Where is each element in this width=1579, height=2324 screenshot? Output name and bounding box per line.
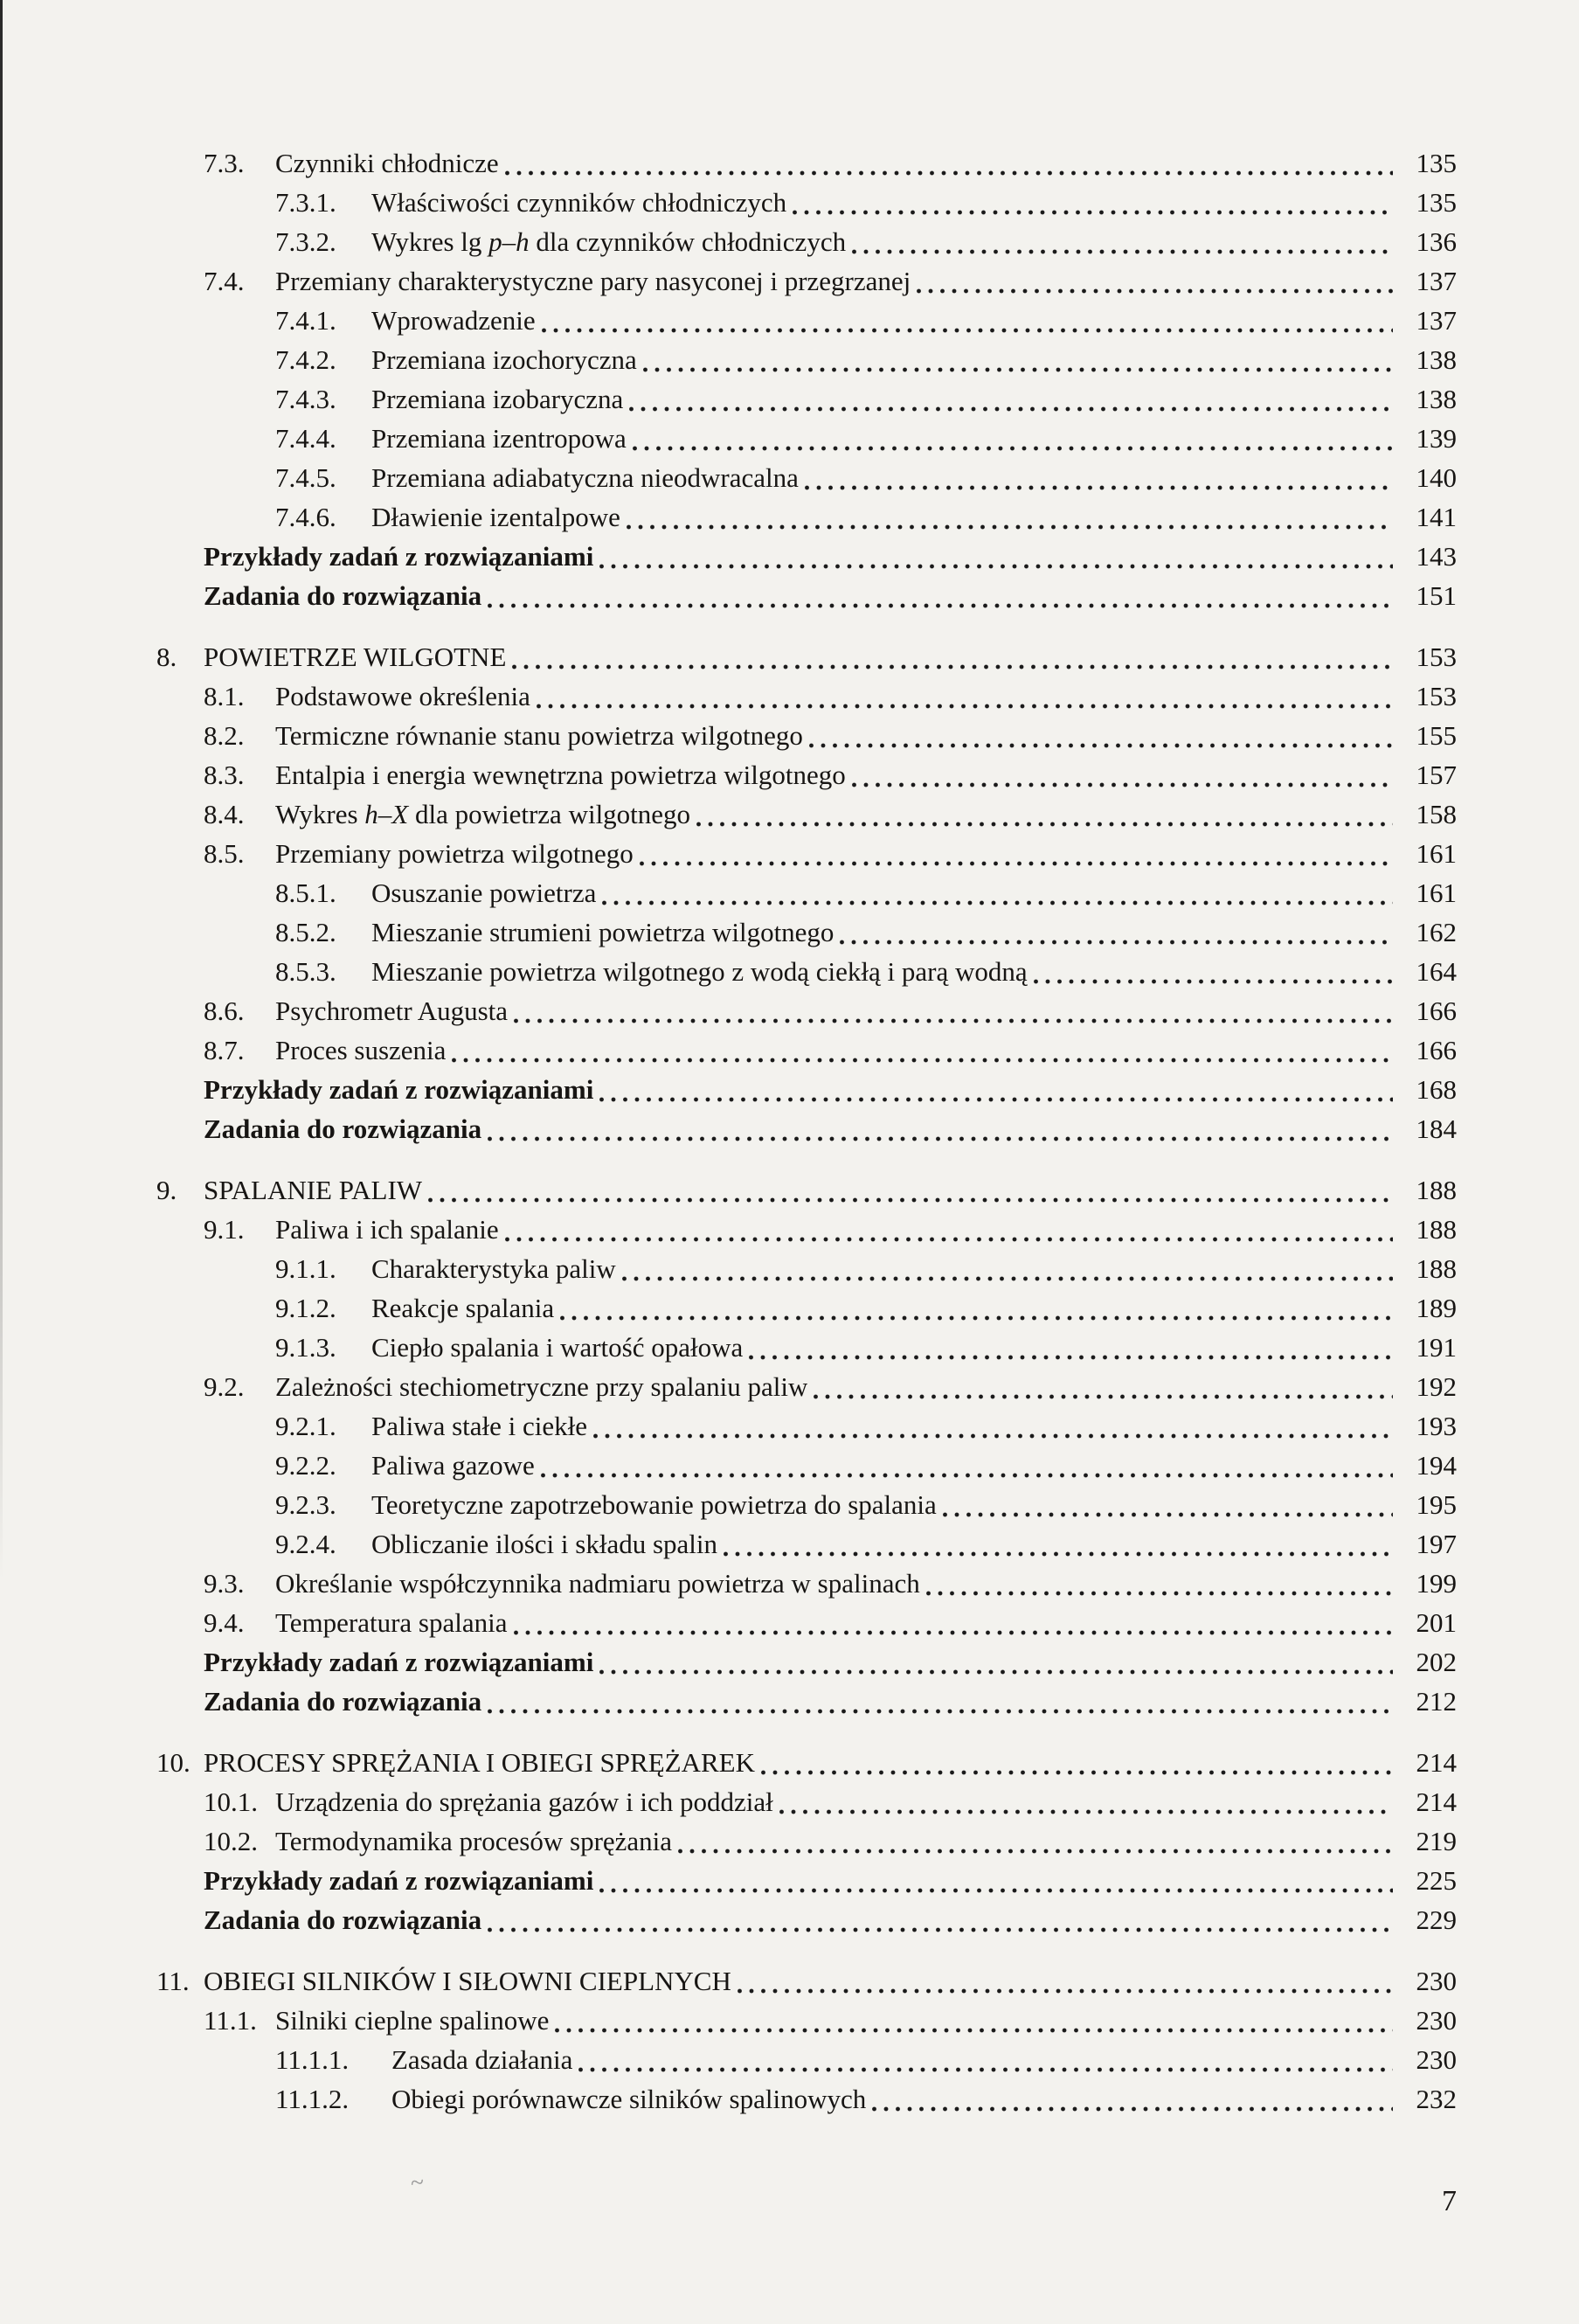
dot-leader — [560, 1288, 1401, 1328]
toc-entry-page: 153 — [1416, 642, 1457, 672]
dot-leader — [814, 1367, 1401, 1406]
toc-entry-title: PROCESY SPRĘŻANIA I OBIEGI SPRĘŻAREK — [204, 1747, 755, 1778]
dot-leader — [514, 991, 1401, 1030]
toc-entry-title-part: h–X — [364, 799, 409, 829]
toc-entry-title: Termiczne równanie stanu powietrza wilgotnego — [275, 720, 803, 751]
toc-entry-title: OBIEGI SILNIKÓW I SIŁOWNI CIEPLNYCH — [204, 1966, 731, 1996]
dot-leader — [599, 1642, 1401, 1682]
toc-entry — [275, 458, 1457, 497]
dot-leader — [542, 301, 1401, 340]
dot-leader — [428, 1170, 1401, 1210]
toc-entry-number: 7.4.6. — [275, 502, 336, 532]
toc-entry-number: 8.1. — [204, 681, 245, 711]
toc-entry — [156, 1961, 1457, 2001]
toc-entry-title: Mieszanie strumieni powietrza wilgotnego — [371, 917, 835, 947]
toc-entry — [204, 1210, 1457, 1249]
toc-entry-title: Przemiany powietrza wilgotnego — [275, 838, 634, 869]
toc-entry — [204, 991, 1457, 1030]
toc-entry — [204, 2001, 1457, 2040]
toc-entry-page: 194 — [1416, 1450, 1457, 1481]
toc-entry-page: 141 — [1416, 502, 1457, 532]
toc-entry — [275, 2040, 1457, 2079]
toc-entry-number: 9.2.3. — [275, 1489, 336, 1520]
toc-entry-title: Przykłady zadań z rozwiązaniami — [204, 1074, 594, 1105]
dot-leader — [488, 1109, 1401, 1148]
toc-entry-page: 162 — [1416, 917, 1457, 947]
toc-entry — [275, 379, 1457, 419]
toc-entry-number: 10.1. — [204, 1786, 258, 1817]
dot-leader — [505, 1210, 1401, 1249]
toc-entry — [275, 497, 1457, 537]
toc-entry-number: 7.3.1. — [275, 187, 336, 218]
toc-entry — [204, 1603, 1457, 1642]
dot-leader — [640, 834, 1401, 873]
toc-entry-page: 230 — [1416, 2005, 1457, 2036]
toc-entry-page: 137 — [1416, 266, 1457, 296]
toc-entry — [275, 1288, 1457, 1328]
toc-entry-page: 184 — [1416, 1113, 1457, 1144]
toc-entry-page: 192 — [1416, 1371, 1457, 1402]
toc-entry-page: 195 — [1416, 1489, 1457, 1520]
toc-entry-number: 8.2. — [204, 720, 245, 751]
toc-entry — [204, 1861, 1457, 1900]
toc-entry-title: Dławienie izentalpowe — [371, 502, 620, 532]
toc-entry-number: 7.4.4. — [275, 423, 336, 454]
toc-entry-number: 9.2.2. — [275, 1450, 336, 1481]
toc-entry-number: 9.1. — [204, 1214, 245, 1245]
toc-entry-number: 10. — [156, 1747, 190, 1778]
toc-entry-page: 225 — [1416, 1865, 1457, 1896]
toc-entry — [275, 301, 1457, 340]
dot-leader — [629, 379, 1401, 419]
dot-leader — [840, 912, 1401, 952]
toc-entry-title: Przykłady zadań z rozwiązaniami — [204, 1647, 594, 1677]
toc-entry-title: SPALANIE PALIW — [204, 1175, 423, 1205]
dot-leader — [724, 1524, 1401, 1564]
toc-entry-title: Obiegi porównawcze silników spalinowych — [391, 2084, 867, 2114]
toc-entry-page: 219 — [1416, 1826, 1457, 1856]
toc-entry — [204, 676, 1457, 716]
toc-entry — [204, 1900, 1457, 1939]
toc-entry — [204, 1642, 1457, 1682]
dot-leader — [943, 1485, 1401, 1524]
dot-leader — [541, 1446, 1401, 1485]
toc-entry-page: 214 — [1416, 1786, 1457, 1817]
toc-entry-title-part: Wykres lg — [371, 226, 489, 257]
toc-entry-number: 11.1.2. — [275, 2084, 350, 2114]
page-number: 7 — [1442, 2185, 1457, 2217]
toc-entry-page: 199 — [1416, 1568, 1457, 1599]
toc-entry-page: 143 — [1416, 541, 1457, 572]
toc-entry-title: Termodynamika procesów sprężania — [275, 1826, 673, 1856]
toc-entry-title: Przykłady zadań z rozwiązaniami — [204, 1865, 594, 1896]
toc-entry-title-part: Wykres — [275, 799, 365, 829]
toc-entry-page: 230 — [1416, 1966, 1457, 1996]
toc-entry-number: 9.2.4. — [275, 1529, 336, 1559]
toc-entry-number: 8.3. — [204, 760, 245, 790]
toc-entry-page: 161 — [1416, 838, 1457, 869]
toc-entry-number: 9.4. — [204, 1607, 245, 1638]
toc-entry-page: 135 — [1416, 148, 1457, 178]
toc-entry-number: 11. — [156, 1966, 190, 1996]
toc-entry — [204, 1367, 1457, 1406]
toc-entry-title: Przemiana izentropowa — [371, 423, 627, 454]
toc-entry-title: POWIETRZE WILGOTNE — [204, 642, 507, 672]
toc-entry — [275, 1328, 1457, 1367]
toc-entry-title: Reakcje spalania — [371, 1293, 555, 1323]
toc-entry-title: Urządzenia do sprężania gazów i ich poddział — [275, 1786, 773, 1817]
toc-entry-number: 8.6. — [204, 996, 245, 1026]
dot-leader — [678, 1821, 1401, 1861]
toc-entry-title: Charakterystyka paliw — [371, 1253, 616, 1284]
toc-entry-number: 7.3. — [204, 148, 245, 178]
toc-entry-title: Temperatura spalania — [275, 1607, 508, 1638]
toc-entry-title: Wprowadzenie — [371, 305, 536, 336]
toc-entry-title: Zadania do rozwiązania — [204, 1904, 482, 1935]
toc-entry-page: 188 — [1416, 1253, 1457, 1284]
dot-leader — [917, 261, 1401, 301]
dot-leader — [488, 1682, 1401, 1721]
toc-entry-title: Paliwa i ich spalanie — [275, 1214, 499, 1245]
toc-entry — [204, 1564, 1457, 1603]
toc-entry-title: Czynniki chłodnicze — [275, 148, 499, 178]
toc-entry-number: 9.2. — [204, 1371, 245, 1402]
toc-entry-title: Przemiana izobaryczna — [371, 384, 624, 414]
dot-leader — [622, 1249, 1401, 1288]
toc-entry-title: Proces suszenia — [275, 1035, 447, 1065]
toc-entry — [275, 912, 1457, 952]
toc-entry-title: Zależności stechiometryczne przy spalaniu paliw — [275, 1371, 808, 1402]
toc-entry-page: 161 — [1416, 878, 1457, 908]
toc-entry — [204, 143, 1457, 183]
toc-entry-page: 157 — [1416, 760, 1457, 790]
dot-leader — [593, 1406, 1401, 1446]
toc-entry-number: 7.4.5. — [275, 462, 336, 493]
dot-leader — [852, 222, 1401, 261]
toc-entry — [204, 576, 1457, 615]
toc-entry — [204, 794, 1457, 834]
toc-entry-page: 137 — [1416, 305, 1457, 336]
toc-entry-page: 166 — [1416, 996, 1457, 1026]
toc-entry-number: 8.5. — [204, 838, 245, 869]
dot-leader — [599, 537, 1401, 576]
dot-leader — [809, 716, 1401, 755]
toc-entry-page: 135 — [1416, 187, 1457, 218]
dot-leader — [1034, 952, 1401, 991]
toc-entry-page: 158 — [1416, 799, 1457, 829]
toc-entry-page: 232 — [1416, 2084, 1457, 2114]
toc-entry-page: 138 — [1416, 344, 1457, 375]
toc-entry-number: 11.1.1. — [275, 2044, 350, 2075]
toc-entry-number: 8.5.2. — [275, 917, 336, 947]
dot-leader — [633, 419, 1401, 458]
toc-entry — [156, 637, 1457, 676]
toc-entry — [275, 873, 1457, 912]
toc-entry-title: Przemiana izochoryczna — [371, 344, 637, 375]
toc-entry-title: Przemiana adiabatyczna nieodwracalna — [371, 462, 799, 493]
toc-entry-page: 155 — [1416, 720, 1457, 751]
dot-leader — [599, 1070, 1401, 1109]
toc-entry-number: 9. — [156, 1175, 177, 1205]
toc-entry-number: 7.4.1. — [275, 305, 336, 336]
toc-entry-page: 153 — [1416, 681, 1457, 711]
toc-entry-page: 166 — [1416, 1035, 1457, 1065]
toc-entry — [156, 1170, 1457, 1210]
dot-leader — [749, 1328, 1401, 1367]
toc-entry-title: Przemiany charakterystyczne pary nasyconej i przegrzanej — [275, 266, 911, 296]
toc-entry-page: 168 — [1416, 1074, 1457, 1105]
toc-entry-title: Zadania do rozwiązania — [204, 580, 482, 611]
toc-entry-number: 7.3.2. — [275, 226, 336, 257]
toc-entry-number: 10.2. — [204, 1826, 258, 1856]
toc-entry-number: 8.4. — [204, 799, 245, 829]
toc-entry-title: Właściwości czynników chłodniczych — [371, 187, 787, 218]
toc-entry — [275, 1406, 1457, 1446]
toc-entry-page: 230 — [1416, 2044, 1457, 2075]
dot-leader — [555, 2001, 1401, 2040]
toc-entry — [275, 952, 1457, 991]
toc-entry — [204, 1821, 1457, 1861]
toc-entry — [275, 1249, 1457, 1288]
toc-entry-title-part: dla czynników chłodniczych — [529, 226, 847, 257]
dot-leader — [643, 340, 1401, 379]
toc-entry-number: 7.4.2. — [275, 344, 336, 375]
toc-entry-title: Paliwa gazowe — [371, 1450, 535, 1481]
scan-noise-mark: ~ — [409, 2168, 426, 2197]
dot-leader — [926, 1564, 1401, 1603]
dot-leader — [696, 794, 1401, 834]
toc-entry — [275, 419, 1457, 458]
dot-leader — [793, 183, 1401, 222]
toc-entry-title: Zadania do rozwiązania — [204, 1686, 482, 1717]
toc-entry — [204, 261, 1457, 301]
toc-entry-page: 136 — [1416, 226, 1457, 257]
toc-entry — [275, 1446, 1457, 1485]
toc-entry-title: Psychrometr Augusta — [275, 996, 509, 1026]
toc-entry — [204, 1782, 1457, 1821]
toc-entry-page: 201 — [1416, 1607, 1457, 1638]
toc-entry — [275, 1485, 1457, 1524]
toc-entry-page: 229 — [1416, 1904, 1457, 1935]
toc-entry-page: 188 — [1416, 1175, 1457, 1205]
toc-entry — [204, 755, 1457, 794]
toc-entry-title: Podstawowe określenia — [275, 681, 530, 711]
toc-entry — [204, 1682, 1457, 1721]
dot-leader — [602, 873, 1401, 912]
toc-entry-title: Obliczanie ilości i składu spalin — [371, 1529, 718, 1559]
toc-entry-number: 7.4.3. — [275, 384, 336, 414]
toc-entry — [275, 340, 1457, 379]
dot-leader — [872, 2079, 1401, 2119]
toc-entry-page: 189 — [1416, 1293, 1457, 1323]
toc-entry-number: 9.1.1. — [275, 1253, 336, 1284]
dot-leader — [537, 676, 1401, 716]
dot-leader — [505, 143, 1401, 183]
toc-entry-title: Zasada działania — [391, 2044, 573, 2075]
toc-entry-title: Ciepło spalania i wartość opałowa — [371, 1332, 744, 1363]
toc-entry — [204, 1109, 1457, 1148]
toc-entry-number: 11.1. — [204, 2005, 257, 2036]
toc-entry-number: 8.5.3. — [275, 956, 336, 987]
dot-leader — [488, 1900, 1401, 1939]
toc-entry — [204, 1030, 1457, 1070]
toc-entry-page: 191 — [1416, 1332, 1457, 1363]
toc-entry-number: 9.1.2. — [275, 1293, 336, 1323]
toc-entry-title: Entalpia i energia wewnętrzna powietrza wilgotnego — [275, 760, 846, 790]
toc-entry-page: 188 — [1416, 1214, 1457, 1245]
toc-entry-title: Silniki cieplne spalinowe — [275, 2005, 550, 2036]
dot-leader — [627, 497, 1401, 537]
toc-entry-page: 212 — [1416, 1686, 1457, 1717]
dot-leader — [805, 458, 1401, 497]
toc-entry-page: 197 — [1416, 1529, 1457, 1559]
toc-entry-title-part: dla powietrza wilgotnego — [408, 799, 691, 829]
toc-entry-number: 9.1.3. — [275, 1332, 336, 1363]
toc-entry-page: 151 — [1416, 580, 1457, 611]
toc-entry — [204, 716, 1457, 755]
toc-entry-title: Zadania do rozwiązania — [204, 1113, 482, 1144]
toc-entry-number: 8.5.1. — [275, 878, 336, 908]
toc-entry-title: Przykłady zadań z rozwiązaniami — [204, 541, 594, 572]
dot-leader — [512, 637, 1401, 676]
dot-leader — [514, 1603, 1402, 1642]
toc-entry-number: 9.3. — [204, 1568, 245, 1599]
toc-entry-page: 202 — [1416, 1647, 1457, 1677]
toc-entry-title-part: p–h — [488, 226, 530, 257]
dot-leader — [779, 1782, 1401, 1821]
toc-entry-title: Teoretyczne zapotrzebowanie powietrza do spalania — [371, 1489, 937, 1520]
toc-entry-number: 8.7. — [204, 1035, 245, 1065]
toc-entry-title — [371, 222, 846, 261]
toc-entry — [156, 1743, 1457, 1782]
dot-leader — [578, 2040, 1401, 2079]
toc-entry-number: 9.2.1. — [275, 1411, 336, 1441]
toc-entry — [204, 537, 1457, 576]
scan-edge-shadow — [0, 0, 3, 2324]
toc-entry-title: Osuszanie powietrza — [371, 878, 597, 908]
toc-entry-number: 7.4. — [204, 266, 245, 296]
toc-entry-title: Określanie współczynnika nadmiaru powietrza w spalinach — [275, 1568, 920, 1599]
toc-entry — [204, 834, 1457, 873]
dot-leader — [599, 1861, 1401, 1900]
dot-leader — [452, 1030, 1401, 1070]
toc-entry-title: Mieszanie powietrza wilgotnego z wodą ciekłą i parą wodną — [371, 956, 1028, 987]
toc-entry-page: 139 — [1416, 423, 1457, 454]
dot-leader — [761, 1743, 1401, 1782]
toc-entry-title: Paliwa stałe i ciekłe — [371, 1411, 588, 1441]
toc-entry-title — [275, 794, 690, 834]
toc-entry-page: 214 — [1416, 1747, 1457, 1778]
toc-entry-page: 193 — [1416, 1411, 1457, 1441]
toc-entry-page: 138 — [1416, 384, 1457, 414]
toc-entry-number: 8. — [156, 642, 177, 672]
toc-entry — [275, 222, 1457, 261]
dot-leader — [738, 1961, 1401, 2001]
dot-leader — [488, 576, 1401, 615]
toc-entry — [204, 1070, 1457, 1109]
toc-entry-page: 140 — [1416, 462, 1457, 493]
toc-entry — [275, 1524, 1457, 1564]
toc-entry-page: 164 — [1416, 956, 1457, 987]
toc-entry — [275, 2079, 1457, 2119]
dot-leader — [852, 755, 1401, 794]
toc-entry — [275, 183, 1457, 222]
